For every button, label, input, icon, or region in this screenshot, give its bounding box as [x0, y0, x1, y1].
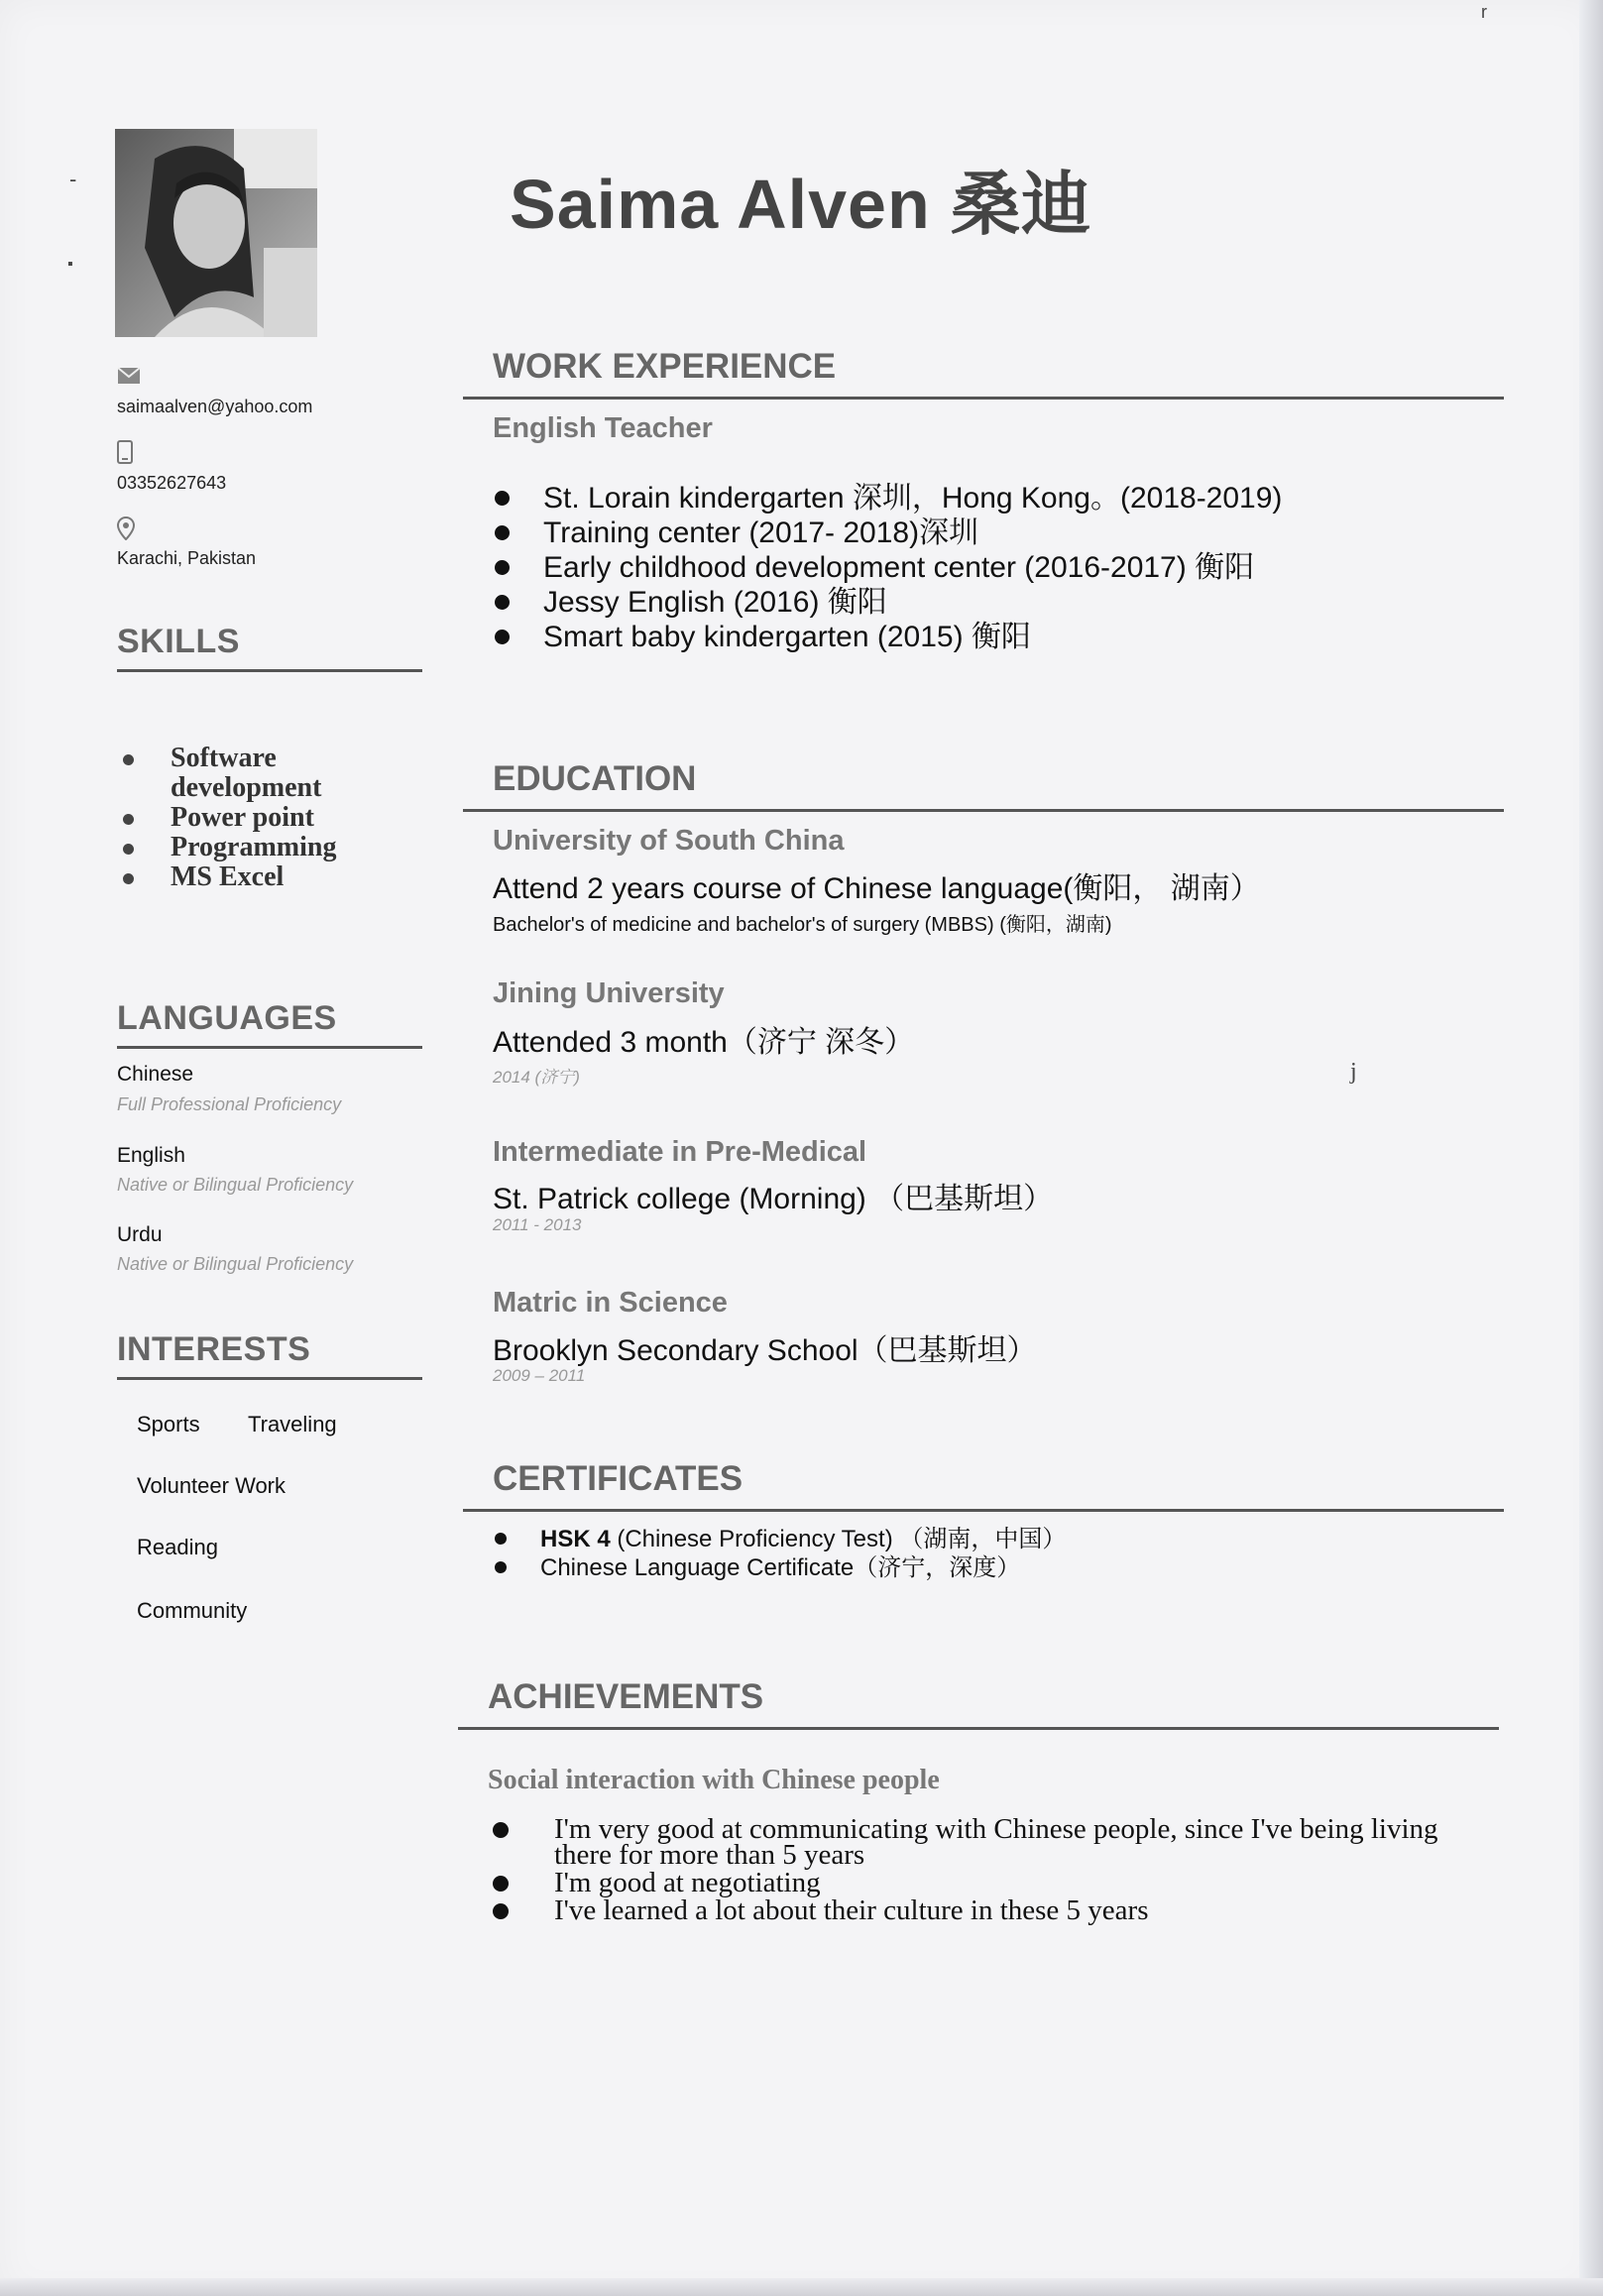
certificates-heading: CERTIFICATES	[463, 1459, 1504, 1512]
work-item: Training center (2017- 2018)深圳	[493, 516, 1282, 550]
page-bottom-shadow	[0, 2278, 1603, 2296]
education-detail: Bachelor's of medicine and bachelor's of surgery (MBBS) (衡阳，湖南)	[493, 914, 1112, 936]
education-detail: St. Patrick college (Morning) （巴基斯坦）	[493, 1183, 1054, 1215]
envelope-icon	[117, 365, 141, 391]
education-detail: Brooklyn Secondary School（巴基斯坦）	[493, 1334, 1037, 1367]
scan-mark: ▪	[67, 256, 73, 273]
language-name: Urdu	[117, 1223, 163, 1246]
page-edge-shadow	[1579, 0, 1603, 2296]
certificate-detail: Chinese Language Certificate（济宁，深度）	[540, 1554, 1021, 1581]
certificate-list	[493, 1525, 1066, 1582]
profile-photo	[115, 129, 317, 337]
education-detail: Attend 2 years course of Chinese language(衡阳， 湖南）	[493, 872, 1260, 905]
school-name: Intermediate in Pre-Medical	[493, 1136, 867, 1168]
language-level: Native or Bilingual Proficiency	[117, 1175, 354, 1195]
school-name: University of South China	[493, 825, 845, 857]
interests-heading: INTERESTS	[117, 1330, 422, 1380]
work-heading: WORK EXPERIENCE	[463, 347, 1504, 400]
phone-icon	[117, 440, 133, 470]
achievements-subheading: Social interaction with Chinese people	[488, 1765, 940, 1795]
achievement-item: I'm good at negotiating	[493, 1870, 1464, 1895]
work-item: Jessy English (2016) 衡阳	[493, 585, 1282, 620]
certificate-name: HSK 4	[540, 1526, 611, 1552]
scan-mark: r	[1481, 2, 1487, 22]
interest-item: Reading	[137, 1535, 218, 1559]
work-list	[493, 481, 1282, 654]
resume-name: Saima Alven 桑迪	[510, 166, 1092, 243]
skill-item: Programming	[117, 833, 414, 862]
language-level: Native or Bilingual Proficiency	[117, 1254, 354, 1274]
skill-item: MS Excel	[117, 862, 414, 892]
scan-mark: -	[69, 167, 77, 191]
interest-item: Sports	[137, 1412, 200, 1436]
skills-heading: SKILLS	[117, 623, 422, 672]
email-text: saimaalven@yahoo.com	[117, 397, 313, 416]
work-item: Early childhood development center (2016-2017) 衡阳	[493, 550, 1282, 585]
scan-mark: j	[1350, 1059, 1357, 1085]
achievement-item: I'm very good at communicating with Chinese people, since I've being living there for more than 5 years	[493, 1816, 1464, 1868]
language-level: Full Professional Proficiency	[117, 1094, 342, 1114]
education-date: 2014 (济宁)	[493, 1068, 580, 1087]
achievement-list	[493, 1813, 1464, 1926]
certificate-detail: (Chinese Proficiency Test) （湖南，中国）	[610, 1526, 1067, 1552]
education-heading: EDUCATION	[463, 759, 1504, 812]
achievement-item: I've learned a lot about their culture in these 5 years	[493, 1897, 1464, 1923]
interest-item: Community	[137, 1598, 248, 1623]
school-name: Jining University	[493, 977, 725, 1009]
job-title: English Teacher	[493, 412, 713, 444]
location-text: Karachi, Pakistan	[117, 548, 257, 568]
achievements-heading: ACHIEVEMENTS	[458, 1677, 1499, 1730]
language-name: English	[117, 1144, 185, 1167]
education-detail: Attended 3 month（济宁 深冬）	[493, 1026, 915, 1059]
interest-item: Volunteer Work	[137, 1473, 286, 1498]
skill-item: Power point	[117, 803, 414, 833]
education-date: 2009 – 2011	[493, 1366, 586, 1385]
map-pin-icon	[117, 517, 135, 546]
interest-item: Traveling	[248, 1412, 337, 1436]
profile-photo-image	[115, 129, 317, 337]
skill-item: Software development	[117, 744, 414, 803]
phone-text: 03352627643	[117, 473, 227, 493]
school-name: Matric in Science	[493, 1287, 728, 1319]
certificate-item	[493, 1525, 1066, 1553]
language-name: Chinese	[117, 1063, 194, 1086]
work-item: Smart baby kindergarten (2015) 衡阳	[493, 620, 1282, 654]
certificate-item	[493, 1553, 1066, 1582]
skills-list	[117, 744, 414, 892]
languages-heading: LANGUAGES	[117, 999, 422, 1049]
work-item: St. Lorain kindergarten 深圳，Hong Kong。(2018-2019)	[493, 481, 1282, 516]
education-date: 2011 - 2013	[493, 1215, 582, 1234]
